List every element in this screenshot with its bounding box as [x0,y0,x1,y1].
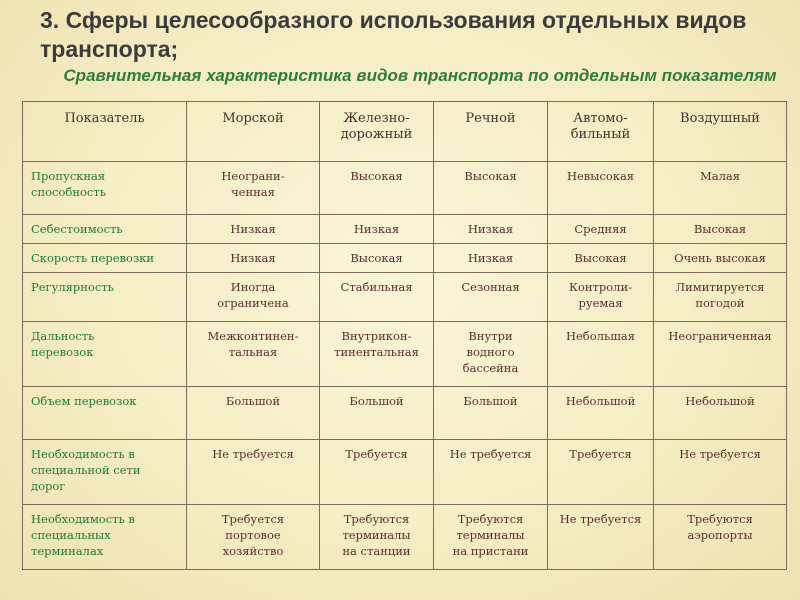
table-cell: Иногда ограничена [187,273,320,322]
table-header-row [23,102,787,162]
header-indicator: Показатель [23,102,187,162]
table-cell: Внутрикон- тинентальная [320,322,434,387]
table-cell: Неограни- ченная [187,162,320,215]
table-cell: Внутри водного бассейна [434,322,548,387]
table-cell: Требуется [548,440,654,505]
table-cell: Низкая [434,244,548,273]
table-row [23,215,787,244]
table-cell: Небольшая [548,322,654,387]
table-cell: Высокая [320,244,434,273]
table-cell: Требуются терминалы на пристани [434,505,548,570]
table-cell: Требуется портовое хозяйство [187,505,320,570]
table-cell: Лимитируется погодой [654,273,787,322]
table-cell: Не требуется [654,440,787,505]
table-cell: Большой [434,387,548,440]
table-cell: Низкая [187,215,320,244]
table-cell: Очень высокая [654,244,787,273]
table-cell: Небольшой [654,387,787,440]
table-cell: Требуются аэропорты [654,505,787,570]
table-cell: Высокая [320,162,434,215]
comparison-table [22,101,787,570]
table-cell: Средняя [548,215,654,244]
page-subtitle: Сравнительная характеристика видов транспорта по отдельным показателям [63,66,777,85]
table-cell: Не требуется [187,440,320,505]
table-cell: Не требуется [548,505,654,570]
row-label: Объем перевозок [23,387,187,440]
row-label: Себестоимость [23,215,187,244]
table-cell: Высокая [434,162,548,215]
header-river: Речной [434,102,548,162]
table-cell: Большой [320,387,434,440]
table-cell: Требуются терминалы на станции [320,505,434,570]
table-cell: Небольшой [548,387,654,440]
table-cell: Сезонная [434,273,548,322]
header-rail: Железно- дорожный [320,102,434,162]
table-cell: Неограниченная [654,322,787,387]
table-row [23,322,787,387]
table-row [23,244,787,273]
table-row [23,162,787,215]
table-cell: Контроли- руемая [548,273,654,322]
table-cell: Большой [187,387,320,440]
row-label: Скорость перевозки [23,244,187,273]
table-cell: Низкая [434,215,548,244]
table-cell: Малая [654,162,787,215]
row-label: Дальность перевозок [23,322,187,387]
table-cell: Стабильная [320,273,434,322]
table-cell: Требуется [320,440,434,505]
row-label: Необходимость в специальной сети дорог [23,440,187,505]
table-row [23,505,787,570]
header-sea: Морской [187,102,320,162]
table-row [23,387,787,440]
table-cell: Низкая [187,244,320,273]
row-label: Пропускная способность [23,162,187,215]
table-cell: Высокая [548,244,654,273]
table-row [23,273,787,322]
table-cell: Невысокая [548,162,654,215]
table-cell: Не требуется [434,440,548,505]
table-row [23,440,787,505]
header-road: Автомо- бильный [548,102,654,162]
table-cell: Межконтинен- тальная [187,322,320,387]
row-label: Необходимость в специальных терминалах [23,505,187,570]
header-air: Воздушный [654,102,787,162]
table-cell: Высокая [654,215,787,244]
page-title: 3. Сферы целесообразного использования отдельных видов транспорта; [40,7,747,62]
row-label: Регулярность [23,273,187,322]
table-cell: Низкая [320,215,434,244]
